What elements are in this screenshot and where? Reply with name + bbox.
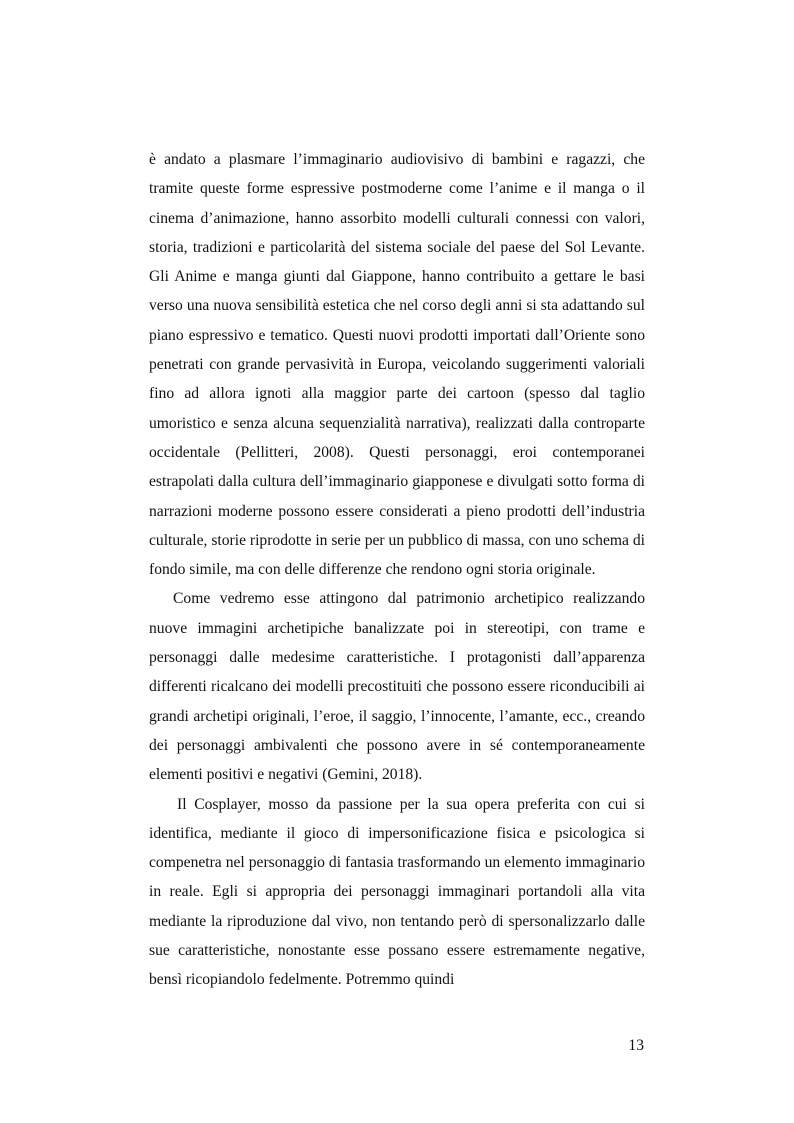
paragraph-2: Come vedremo esse attingono dal patrimonio archetipico realizzando nuove immagini archetipiche banalizzate poi in stereotipi, con trame e personaggi dalle medesime caratteristiche. I protagonisti dall’apparenza differenti ricalcano dei modelli precostituiti che possono essere riconducibili ai grandi archetipi originali, l’eroe, il saggio, l’innocente, l’amante, ecc., creando dei personaggi ambivalenti che possono avere in sé contemporaneamente elementi positivi e negativi (Gemini, 2018). bbox=[149, 590, 645, 784]
page-number: 13 bbox=[628, 1037, 644, 1054]
paragraph-1: è andato a plasmare l’immaginario audiovisivo di bambini e ragazzi, che tramite queste forme espressive postmoderne come l’anime e il manga o il cinema d’animazione, hanno assorbito modelli culturali connessi con valori, storia, tradizioni e particolarità del sistema sociale del paese del Sol Levante. Gli Anime e manga giunti dal Giappone, hanno contribuito a gettare le basi verso una nuova sensibilità estetica che nel corso degli anni si sta adattando sul piano espressivo e tematico. Questi nuovi prodotti importati dall’Oriente sono penetrati con grande pervasività in Europa, veicolando suggerimenti valoriali fino ad allora ignoti alla maggior parte dei cartoon (spesso dal taglio umoristico e senza alcuna sequenzialità narrativa), realizzati dalla controparte occidentale (Pellitteri, 2008). Questi personaggi, eroi contemporanei estrapolati dalla cultura dell’immaginario giapponese e divulgati sotto forma di narrazioni moderne possono essere considerati a pieno prodotti dell’industria culturale, storie riprodotte in serie per un pubblico di massa, con uno schema di fondo simile, ma con delle differenze che rendono ogni storia originale. bbox=[149, 151, 645, 579]
page-body bbox=[149, 145, 645, 995]
paragraph-3: Il Cosplayer, mosso da passione per la sua opera preferita con cui si identifica, mediante il gioco di impersonificazione fisica e psicologica si compenetra nel personaggio di fantasia trasformando un elemento immaginario in reale. Egli si appropria dei personaggi immaginari portandoli alla vita mediante la riproduzione dal vivo, non tentando però di spersonalizzarlo dalle sue caratteristiche, nonostante esse possano essere estremamente negative, bensì ricopiandolo fedelmente. Potremmo quindi bbox=[149, 795, 645, 989]
